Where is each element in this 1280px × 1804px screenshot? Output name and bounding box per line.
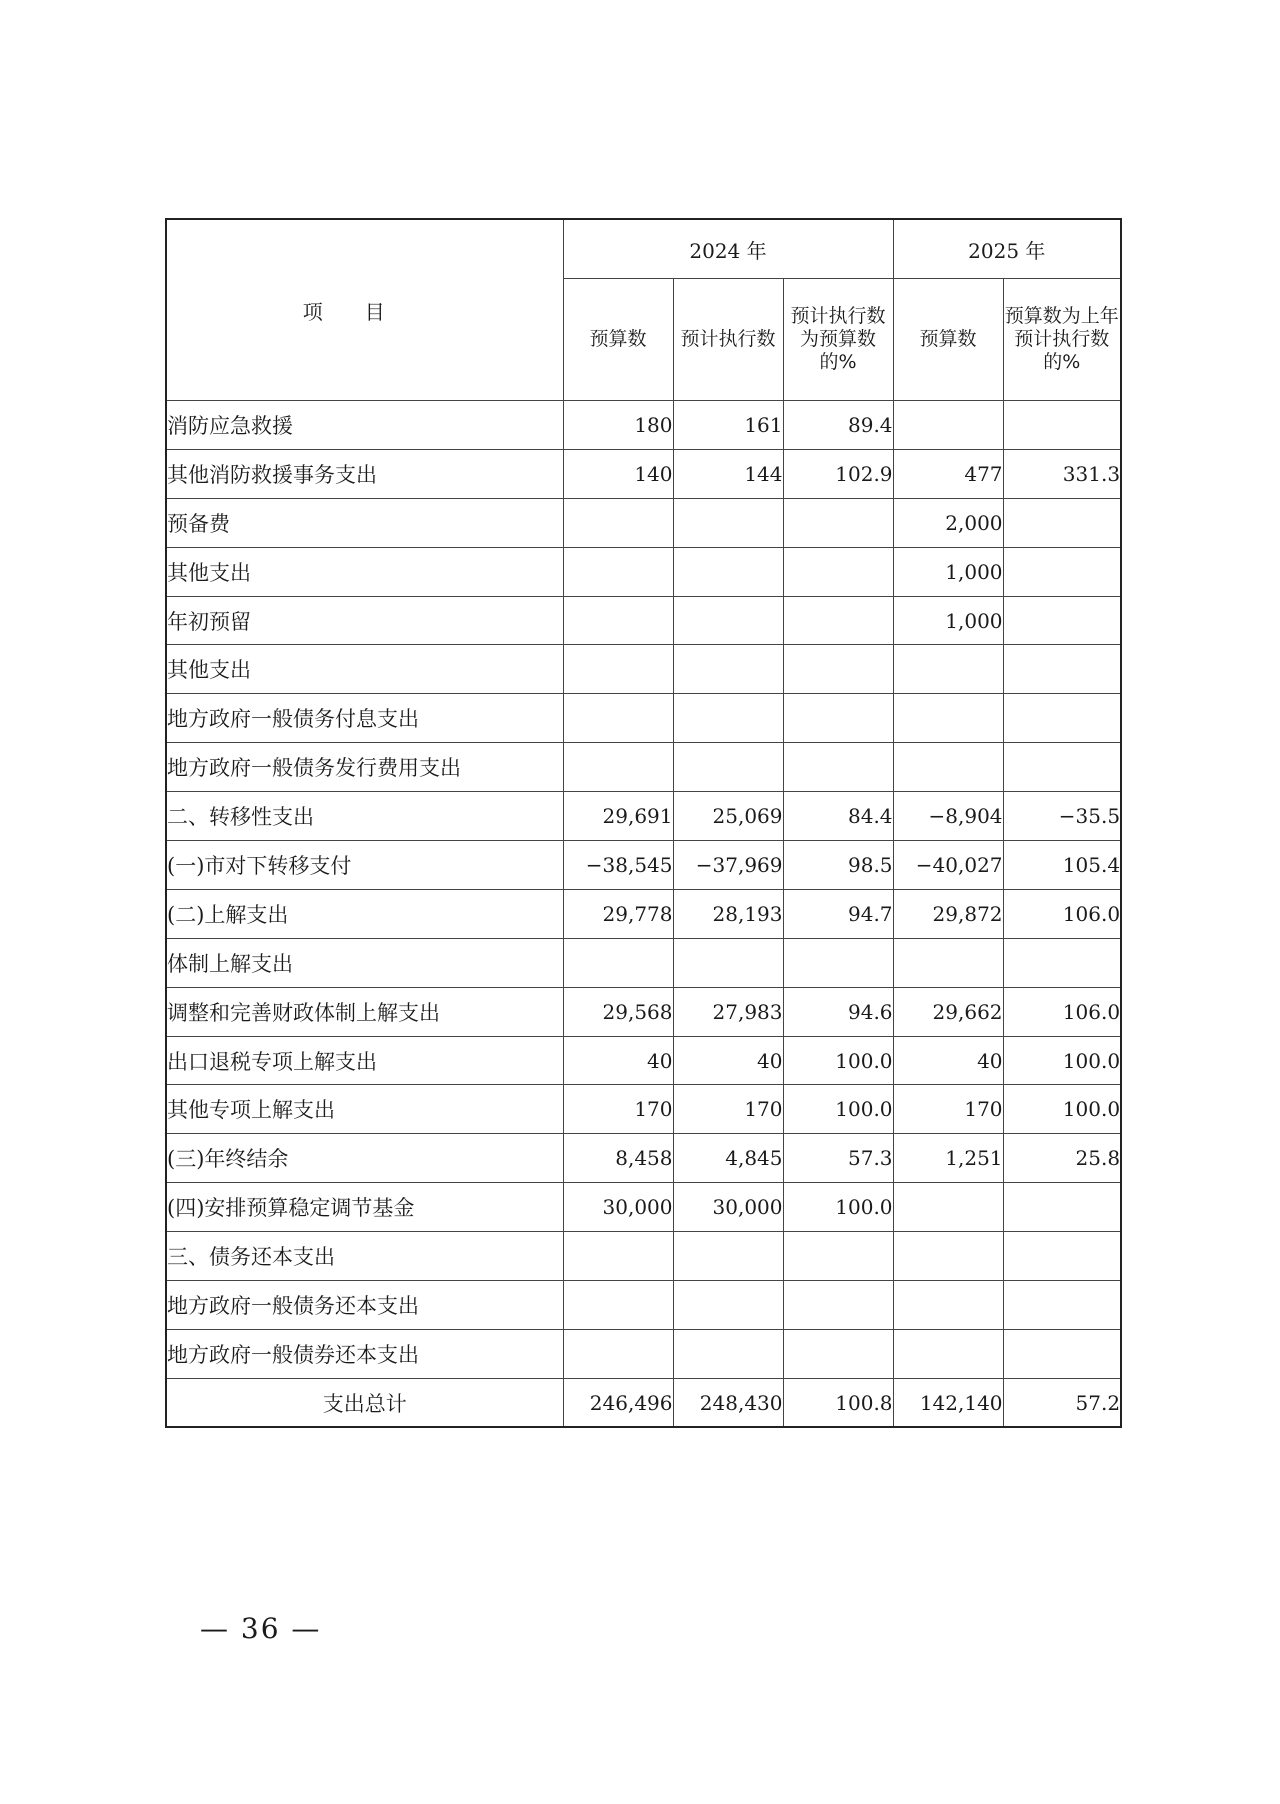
row-value	[673, 596, 783, 645]
row-value: 170	[673, 1085, 783, 1134]
table-row	[166, 547, 1121, 596]
row-value	[563, 1329, 673, 1378]
row-value	[1003, 743, 1121, 792]
row-label: 支出总计	[166, 1378, 563, 1427]
budget-2024-header: 预算数	[563, 279, 673, 401]
row-value	[1003, 645, 1121, 694]
row-value	[783, 645, 893, 694]
row-value: 29,662	[893, 987, 1003, 1036]
year-header-row	[166, 219, 1121, 279]
row-value	[563, 694, 673, 743]
table-row	[166, 1232, 1121, 1281]
row-value	[1003, 498, 1121, 547]
table-row	[166, 987, 1121, 1036]
table-row	[166, 498, 1121, 547]
page-number: — 36 —	[200, 1612, 322, 1645]
row-value: 98.5	[783, 841, 893, 890]
row-value	[673, 938, 783, 987]
year-2025-header: 2025 年	[893, 219, 1121, 279]
row-value	[893, 401, 1003, 450]
row-value: −37,969	[673, 841, 783, 890]
row-value	[563, 1281, 673, 1330]
row-value	[673, 694, 783, 743]
row-value: 102.9	[783, 449, 893, 498]
row-value	[673, 1232, 783, 1281]
row-value	[673, 645, 783, 694]
table-row	[166, 841, 1121, 890]
row-value	[783, 1281, 893, 1330]
row-value	[893, 1281, 1003, 1330]
row-value: 100.0	[783, 1085, 893, 1134]
row-value	[893, 1232, 1003, 1281]
row-label: 体制上解支出	[166, 938, 563, 987]
row-value: 106.0	[1003, 889, 1121, 938]
row-label: 其他支出	[166, 645, 563, 694]
row-value	[563, 645, 673, 694]
row-value	[893, 743, 1003, 792]
row-value: 105.4	[1003, 841, 1121, 890]
row-value	[1003, 401, 1121, 450]
row-value: −40,027	[893, 841, 1003, 890]
row-value	[563, 498, 673, 547]
row-value: 29,568	[563, 987, 673, 1036]
row-value	[1003, 1329, 1121, 1378]
row-label: (三)年终结余	[166, 1134, 563, 1183]
row-label: 二、转移性支出	[166, 792, 563, 841]
row-value	[673, 743, 783, 792]
row-value	[1003, 547, 1121, 596]
row-label: 其他专项上解支出	[166, 1085, 563, 1134]
table-row	[166, 792, 1121, 841]
estimate-2024-header: 预计执行数	[673, 279, 783, 401]
row-value	[783, 596, 893, 645]
row-label: 预备费	[166, 498, 563, 547]
row-value: 477	[893, 449, 1003, 498]
row-label: 年初预留	[166, 596, 563, 645]
year-2024-header: 2024 年	[563, 219, 893, 279]
row-value	[783, 1329, 893, 1378]
row-value	[1003, 1232, 1121, 1281]
row-value: 25.8	[1003, 1134, 1121, 1183]
row-value	[563, 1232, 673, 1281]
row-value	[1003, 1183, 1121, 1232]
row-value: 100.8	[783, 1378, 893, 1427]
row-value: 100.0	[783, 1183, 893, 1232]
row-value: 29,872	[893, 889, 1003, 938]
row-value: −35.5	[1003, 792, 1121, 841]
row-value: 29,691	[563, 792, 673, 841]
row-value	[1003, 938, 1121, 987]
row-label: 其他消防救援事务支出	[166, 449, 563, 498]
row-value	[563, 743, 673, 792]
budget-expenditure-table	[165, 218, 1122, 1428]
table-row	[166, 1329, 1121, 1378]
row-label: 地方政府一般债务发行费用支出	[166, 743, 563, 792]
row-value: 2,000	[893, 498, 1003, 547]
row-value: 40	[893, 1036, 1003, 1085]
row-value: 1,000	[893, 596, 1003, 645]
table-row	[166, 1036, 1121, 1085]
row-value	[893, 694, 1003, 743]
row-value	[673, 1329, 783, 1378]
row-label: (一)市对下转移支付	[166, 841, 563, 890]
table-row	[166, 743, 1121, 792]
table-row	[166, 1183, 1121, 1232]
row-value	[673, 547, 783, 596]
pct-2025-header: 预算数为上年预计执行数的%	[1003, 279, 1121, 401]
row-value	[783, 694, 893, 743]
row-value: 106.0	[1003, 987, 1121, 1036]
row-value	[563, 938, 673, 987]
row-value: 94.6	[783, 987, 893, 1036]
row-value	[1003, 596, 1121, 645]
row-value	[783, 743, 893, 792]
row-label: (四)安排预算稳定调节基金	[166, 1183, 563, 1232]
row-value	[893, 645, 1003, 694]
row-value: 100.0	[783, 1036, 893, 1085]
item-column-header: 项目	[166, 219, 563, 401]
row-value: 29,778	[563, 889, 673, 938]
table-row	[166, 1134, 1121, 1183]
table-row	[166, 1281, 1121, 1330]
row-value: 170	[893, 1085, 1003, 1134]
row-value	[563, 547, 673, 596]
row-value	[783, 938, 893, 987]
row-value: 170	[563, 1085, 673, 1134]
row-value: 25,069	[673, 792, 783, 841]
row-value: 89.4	[783, 401, 893, 450]
row-value	[893, 938, 1003, 987]
row-value: 100.0	[1003, 1036, 1121, 1085]
table-row	[166, 449, 1121, 498]
row-value: 140	[563, 449, 673, 498]
table-row	[166, 938, 1121, 987]
row-value: 30,000	[673, 1183, 783, 1232]
row-label: 地方政府一般债券还本支出	[166, 1329, 563, 1378]
row-value: 331.3	[1003, 449, 1121, 498]
row-value	[673, 1281, 783, 1330]
row-label: 消防应急救援	[166, 401, 563, 450]
row-value	[673, 498, 783, 547]
row-label: 调整和完善财政体制上解支出	[166, 987, 563, 1036]
row-value	[563, 596, 673, 645]
row-value: 142,140	[893, 1378, 1003, 1427]
row-value: 144	[673, 449, 783, 498]
row-value: 100.0	[1003, 1085, 1121, 1134]
table-row	[166, 645, 1121, 694]
row-value: 40	[563, 1036, 673, 1085]
row-value: 30,000	[563, 1183, 673, 1232]
row-value: 248,430	[673, 1378, 783, 1427]
row-value: 27,983	[673, 987, 783, 1036]
row-value	[783, 1232, 893, 1281]
table-row	[166, 401, 1121, 450]
table-body	[166, 401, 1121, 1428]
row-value: −8,904	[893, 792, 1003, 841]
row-value	[893, 1183, 1003, 1232]
table-row	[166, 596, 1121, 645]
row-value	[893, 1329, 1003, 1378]
table-row	[166, 1378, 1121, 1427]
row-value: 1,251	[893, 1134, 1003, 1183]
row-value: 4,845	[673, 1134, 783, 1183]
table-row	[166, 1085, 1121, 1134]
budget-2025-header: 预算数	[893, 279, 1003, 401]
pct-2024-header: 预计执行数为预算数的%	[783, 279, 893, 401]
row-value: 84.4	[783, 792, 893, 841]
row-value: 246,496	[563, 1378, 673, 1427]
row-label: 地方政府一般债务还本支出	[166, 1281, 563, 1330]
table-row	[166, 889, 1121, 938]
row-value: −38,545	[563, 841, 673, 890]
row-value	[783, 547, 893, 596]
row-value: 8,458	[563, 1134, 673, 1183]
row-value: 40	[673, 1036, 783, 1085]
row-value: 94.7	[783, 889, 893, 938]
row-value: 180	[563, 401, 673, 450]
row-value	[1003, 694, 1121, 743]
row-value	[1003, 1281, 1121, 1330]
row-value: 57.2	[1003, 1378, 1121, 1427]
row-value: 1,000	[893, 547, 1003, 596]
row-label: (二)上解支出	[166, 889, 563, 938]
row-value: 57.3	[783, 1134, 893, 1183]
row-label: 地方政府一般债务付息支出	[166, 694, 563, 743]
row-value	[783, 498, 893, 547]
row-label: 三、债务还本支出	[166, 1232, 563, 1281]
row-label: 其他支出	[166, 547, 563, 596]
row-label: 出口退税专项上解支出	[166, 1036, 563, 1085]
row-value: 28,193	[673, 889, 783, 938]
row-value: 161	[673, 401, 783, 450]
table-row	[166, 694, 1121, 743]
